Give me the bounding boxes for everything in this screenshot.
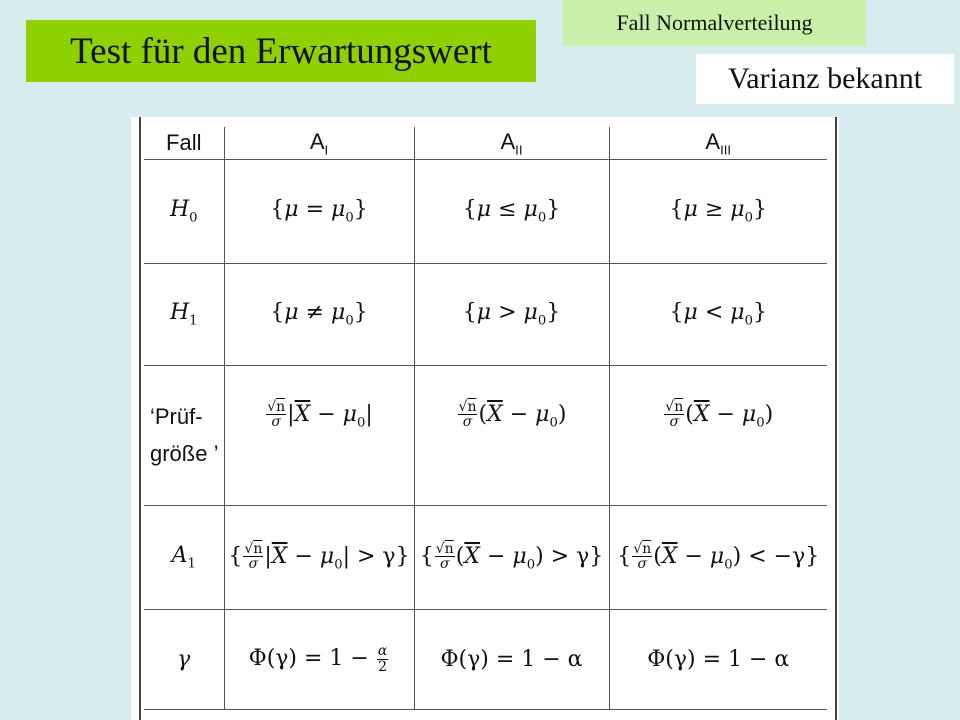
table-row-test-statistic	[144, 365, 827, 505]
row-h0-label-sub: 0	[189, 210, 198, 226]
row-h1-label-sub: 1	[189, 313, 198, 329]
row-a1-label	[144, 505, 224, 609]
header-case	[144, 127, 224, 159]
statistic-cell-a3: $\frac{√n}{\sigma}$ $(\overline{X} - \mu_0)$	[609, 365, 827, 505]
variance-note-text: Varianz bekannt	[727, 62, 923, 95]
statistic-label-line2: größe ’	[150, 441, 219, 466]
gamma-a2-formula: Φ(γ) = 1 − α	[440, 646, 583, 672]
table-row-h0	[144, 159, 827, 263]
rejection-a2-rhs: > γ}	[550, 543, 604, 569]
h1-cell-a2: $\{\mu > \mu_0\}$	[414, 263, 609, 365]
h0-a1-op: =	[305, 196, 325, 222]
table-header-row	[144, 127, 827, 159]
sqrt-n-over-sigma: $\frac{√n}{\sigma}$	[267, 398, 286, 431]
rejection-cell-a1: { $\frac{√n}{\sigma}$ $|\overline{X} - \mu_0| > \gamma$}	[224, 505, 414, 609]
row-h0-label-letter: H	[169, 196, 190, 222]
gamma-cell-a3	[609, 609, 827, 709]
row-statistic-label	[144, 365, 224, 505]
header-a2	[414, 127, 609, 159]
case-tag	[563, 0, 866, 46]
table-row-a1	[144, 505, 827, 609]
header-a3	[609, 127, 827, 159]
case-tag-text: Fall Normalverteilung	[616, 10, 813, 35]
statistic-cell-a1: $\frac{√n}{\sigma}$ $|\overline{X} - \mu_0|$	[224, 365, 414, 505]
row-a1-label-letter: A	[171, 542, 188, 568]
row-h0-label	[144, 159, 224, 263]
h1-a1-op: ≠	[305, 299, 325, 325]
row-a1-label-sub: 1	[187, 556, 196, 572]
rejection-a1-rhs: > γ}	[357, 543, 410, 569]
header-a2-sub: II	[515, 141, 523, 157]
alpha-over-two: $\frac{\alpha}{2}$	[377, 642, 388, 675]
hypothesis-table-sheet	[131, 117, 839, 720]
gamma-cell-a1	[224, 609, 414, 709]
slide-title-text: Test für den Erwartungswert	[70, 30, 492, 72]
h0-a2-op: ≤	[498, 196, 517, 222]
row-gamma-label	[144, 609, 224, 709]
header-a2-letter: A	[500, 128, 516, 154]
sheet-left-border	[139, 117, 141, 720]
h0-cell-a3: $\{\mu \ge \mu_0\}$	[609, 159, 827, 263]
row-h1-label-letter: H	[169, 299, 190, 325]
header-a1	[224, 127, 414, 159]
header-a3-letter: A	[705, 128, 721, 154]
h1-cell-a1: $\{\mu \ne \mu_0\}$	[224, 263, 414, 365]
header-a1-sub: I	[324, 141, 329, 157]
header-a1-letter: A	[309, 128, 325, 154]
h1-cell-a3: $\{\mu < \mu_0\}$	[609, 263, 827, 365]
gamma-a3-formula: Φ(γ) = 1 − α	[647, 646, 790, 672]
variance-note	[696, 54, 954, 104]
h0-cell-a1: $\{\mu = \mu_0\}$	[224, 159, 414, 263]
rejection-cell-a3: { $\frac{√n}{\sigma}$ $(\overline{X} - \mu_0) < -\gamma$}	[609, 505, 827, 609]
sheet-right-border	[835, 117, 837, 720]
sqrt-n-over-sigma: $\frac{√n}{\sigma}$	[458, 398, 477, 431]
row-h1-label	[144, 263, 224, 365]
rejection-a3-rhs: < −γ}	[748, 543, 820, 569]
table-row-h1	[144, 263, 827, 365]
sqrt-n-over-sigma: $\frac{√n}{\sigma}$	[665, 398, 684, 431]
h1-a2-op: >	[498, 299, 517, 325]
hypothesis-test-table	[144, 127, 827, 710]
statistic-cell-a2: $\frac{√n}{\sigma}$ $(\overline{X} - \mu_0)$	[414, 365, 609, 505]
gamma-a1-formula: Φ(γ) = 1 −	[248, 646, 369, 671]
h1-a3-op: <	[704, 299, 724, 325]
table-row-gamma	[144, 609, 827, 709]
header-case-label: Fall	[166, 129, 202, 155]
rejection-cell-a2: { $\frac{√n}{\sigma}$ $(\overline{X} - \mu_0) > \gamma$}	[414, 505, 609, 609]
row-gamma-label-text: γ	[177, 646, 191, 672]
gamma-cell-a2	[414, 609, 609, 709]
statistic-label-line1: ‘Prüf-	[150, 403, 203, 429]
slide-title	[26, 20, 536, 82]
h0-cell-a2: $\{\mu \le \mu_0\}$	[414, 159, 609, 263]
h0-a3-op: ≥	[704, 196, 724, 222]
header-a3-sub: III	[720, 141, 732, 157]
